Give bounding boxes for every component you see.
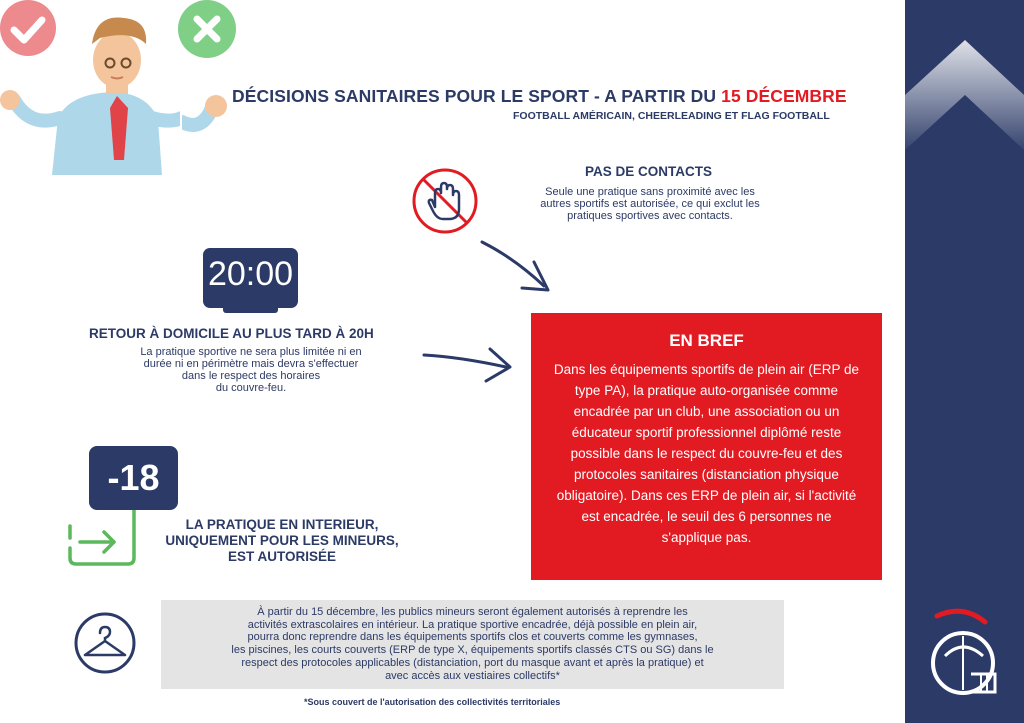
helmet-logo-icon — [923, 608, 1003, 703]
arrow-right-icon — [420, 345, 516, 385]
no-contact-icon — [409, 165, 487, 237]
contacts-heading: PAS DE CONTACTS — [585, 164, 713, 179]
sidebar-band — [905, 0, 1024, 723]
curfew-description: La pratique sportive ne sera plus limitée ni en durée ni en périmètre mais devra s'effectuer dans le respect des horaires du couvre-feu. — [140, 346, 362, 394]
page-title: DÉCISIONS SANITAIRES POUR LE SPORT - A PARTIR DU 15 DÉCEMBRE — [232, 86, 847, 106]
right-hand-icon — [182, 92, 228, 142]
arrow-down-right-icon — [478, 238, 558, 298]
minors-badge: -18 — [89, 446, 178, 510]
summary-text: Dans les équipements sportifs de plein air (ERP de type PA), la pratique auto-organisée comme encadrée par un club, une association ou un éducateur sportif professionnel diplômé reste possible dans le respect du couvre-feu et des protocoles sanitaires (distanciation physique obligatoire). Dans ces ERP de plein air, si l'activité est encadrée, le seuil des 6 personnes ne s'applique pas. — [553, 362, 860, 545]
info-box — [161, 600, 784, 689]
curfew-heading: RETOUR À DOMICILE AU PLUS TARD À 20H — [89, 326, 374, 341]
summary-heading: EN BREF — [669, 331, 744, 350]
clock-display: 20:00 — [203, 248, 298, 308]
footnote: *Sous couvert de l'autorisation des collectivités territoriales — [304, 697, 561, 707]
minors-text: LA PRATIQUE EN INTERIEUR, UNIQUEMENT POUR LES MINEURS, EST AUTORISÉE — [165, 517, 399, 564]
hanger-icon — [73, 611, 137, 675]
info-text: À partir du 15 décembre, les publics mineurs seront également autorisés à reprendre les activités extrascolaires en intérieur. La pratique sportive encadrée, déjà possible en plein air, pourra donc reprendre dans les équipements sportifs clos et couverts comme les gymnases, les piscines, les courts couverts (ERP de type X, équipements sportifs classés CTS ou SG) dans le respect des protocoles applicables (distanciation, port du masque avant et après la pratique) et avec accès aux vestiaires collectifs* — [231, 606, 714, 682]
person-decision-illustration — [0, 0, 180, 175]
cross-circle-icon — [178, 0, 236, 58]
title-date: 15 DÉCEMBRE — [721, 86, 847, 106]
page-subtitle: FOOTBALL AMÉRICAIN, CHEERLEADING ET FLAG FOOTBALL — [513, 110, 830, 122]
contacts-description: Seule une pratique sans proximité avec les autres sportifs est autorisée, ce qui exclut les pratiques sportives avec contacts. — [540, 186, 760, 222]
summary-box — [531, 313, 882, 580]
